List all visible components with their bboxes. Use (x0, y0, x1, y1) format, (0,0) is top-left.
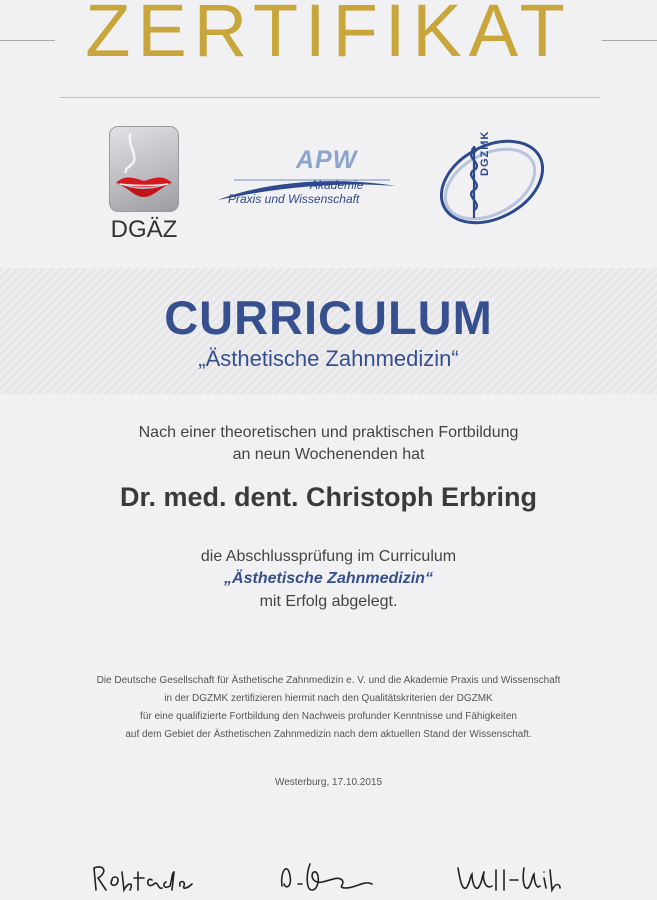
apw-logo (214, 148, 400, 218)
signature-2 (276, 850, 376, 900)
curriculum-subtitle: „Ästhetische Zahnmedizin“ (198, 346, 459, 371)
dgaez-logo (107, 126, 181, 244)
statement-line-1: Die Deutsche Gesellschaft für Ästhetische Zahnmedizin e. V. und die Akademie Praxis und Wissenschaft (96, 675, 561, 686)
intro-line-1: Nach einer theoretischen und praktischen Fortbildung (138, 424, 519, 441)
apw-line2: Praxis und Wissenschaft (228, 192, 360, 206)
statement-line-4: auf dem Gebiet der Ästhetischen Zahnmedizin nach dem aktuellen Stand der Wissenschaft. (125, 729, 532, 740)
curriculum-heading: CURRICULUM (164, 291, 493, 344)
certificate-title: ZERTIFIKAT (85, 0, 572, 72)
dgzmk-label: DGZMK (479, 130, 491, 176)
aesculapian-staff-icon (430, 136, 552, 228)
dgzmk-logo (430, 130, 552, 228)
exam-line-3: mit Erfolg abgelegt. (259, 593, 398, 610)
statement-line-3: für eine qualifizierte Fortbildung den Nachweis profunder Kenntnisse und Fähigkeiten (140, 711, 517, 722)
dgaez-label: DGÄZ (110, 216, 178, 243)
recipient-name: Dr. med. dent. Christoph Erbring (119, 482, 538, 512)
exam-line-2: „Ästhetische Zahnmedizin“ (224, 570, 433, 587)
signature-1 (88, 850, 200, 900)
title-underline (60, 97, 600, 98)
apw-line1: Akademie (310, 178, 364, 192)
apw-title: APW (296, 146, 358, 174)
intro-line-2: an neun Wochenenden hat (232, 446, 425, 463)
lips-profile-icon (109, 126, 179, 212)
place-date: Westerburg, 17.10.2015 (274, 777, 383, 788)
exam-line-1: die Abschlussprüfung im Curriculum (200, 548, 457, 565)
signature-3 (452, 850, 564, 900)
statement-line-2: in der DGZMK zertifizieren hiermit nach den Qualitätskriterien der DGZMK (164, 693, 493, 704)
